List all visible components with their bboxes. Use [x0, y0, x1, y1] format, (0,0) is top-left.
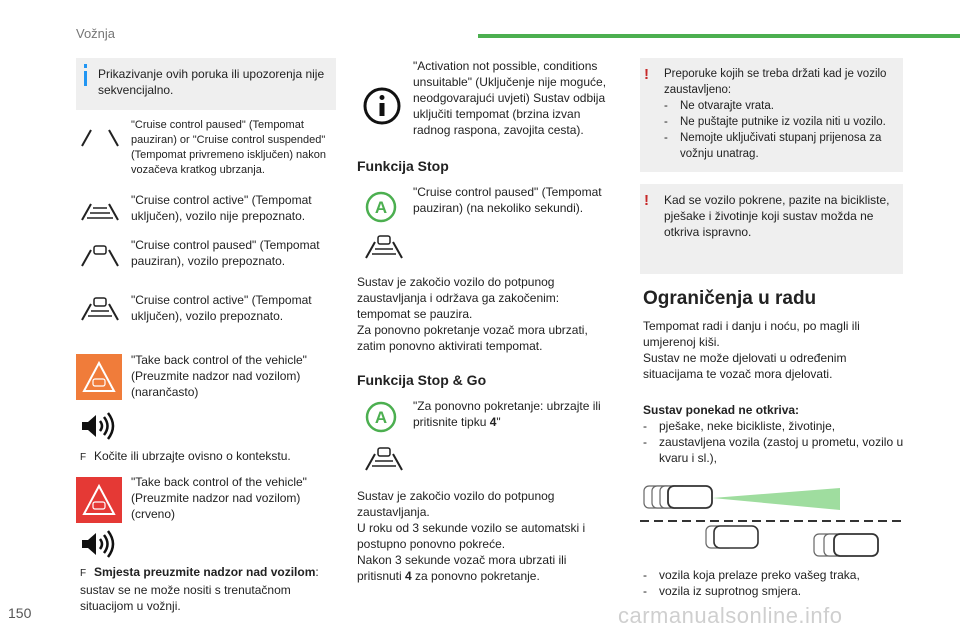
road-vehicle-stop-icon — [362, 234, 406, 260]
key-4: 4 — [489, 415, 497, 429]
vehicles-detection-illustration — [640, 480, 904, 562]
green-a-icon — [364, 190, 398, 224]
speaker-icon — [80, 412, 116, 440]
not-detected-item: - zaustavljena vozila (zastoj u prometu, vozilo u kvaru i sl.), — [643, 434, 905, 466]
warning-intro: Preporuke kojih se treba držati kad je vozilo zaustavljeno: — [664, 68, 887, 96]
bullet-brake-accelerate — [80, 448, 340, 466]
warning-item: - Ne otvarajte vrata. — [664, 98, 900, 114]
info-note — [76, 58, 336, 110]
road-lanes-active-icon — [78, 200, 122, 222]
bullet-text: Kočite ili ubrzajte ovisno o kontekstu. — [94, 449, 291, 463]
bullet-marker: F — [80, 452, 87, 463]
section-header: Vožnja — [76, 26, 116, 41]
bullet-marker: F — [80, 568, 87, 579]
take-control-red-icon — [76, 477, 122, 523]
info-circle-icon — [362, 86, 402, 126]
stop-description: Sustav je zakočio vozilo do potpunog zaustavljanja i održava ga zakočenim: tempomat se pauzira. Za ponovno pokretanje vozač mora ubrzati, zatim ponovno aktivirati tempomat. — [357, 275, 588, 353]
message-cruise-active-no-vehicle: "Cruise control active" (Tempomat uključen), vozilo nije prepoznato. — [131, 193, 312, 223]
limitations-text: Tempomat radi i danju i noću, po magli ili umjerenoj kiši. Sustav ne može djelovati u određenim situacijama te vozač mora djelovati. — [643, 319, 860, 381]
heading-limitations: Ograničenja u radu — [643, 288, 817, 309]
not-detected-item: - vozila iz suprotnog smjera. — [643, 583, 905, 599]
more-not-detected-list — [643, 567, 905, 599]
stopgo-text-end: za ponovno pokretanje. — [411, 569, 540, 583]
road-vehicle-active-icon — [78, 296, 122, 322]
stopgo-description — [357, 488, 602, 584]
message-cruise-paused-vehicle: "Cruise control paused" (Tempomat pauziran), vozilo prepoznato. — [131, 238, 320, 268]
green-a-letter: A — [374, 408, 388, 427]
bullet-text: : sustav se ne može nositi s trenutačnom situacijom u vožnji. — [80, 565, 319, 613]
info-note-text: Prikazivanje ovih poruka ili upozorenja nije sekvencijalno. — [98, 67, 325, 97]
warning-item: - Nemojte uključivati stupanj prijenosa za vožnju unatrag. — [664, 130, 900, 162]
bullet-bold-text: Smjesta preuzmite nadzor nad vozilom — [94, 565, 316, 579]
green-a-letter: A — [374, 198, 388, 217]
message-stop-paused: "Cruise control paused" (Tempomat pauziran) (na nekoliko sekundi). — [413, 185, 602, 215]
key-4: 4 — [405, 569, 412, 583]
warning-icon: ! — [644, 66, 649, 83]
section-accent-bar — [478, 34, 960, 38]
stopgo-msg-end: " — [496, 415, 501, 429]
heading-stop-go: Funkcija Stop & Go — [357, 372, 487, 388]
message-activation-not-possible: "Activation not possible, conditions unsuitable" (Uključenje nije moguće, neodgovarajući uvjeti) Sustav odbija uključiti tempomat (brzina izvan radnog raspona, zavojita cesta). — [413, 59, 607, 137]
not-detected-item: - pješake, neke bicikliste, životinje, — [643, 418, 905, 434]
not-detected-list — [643, 402, 905, 466]
stopgo-msg-part: "Za ponovno pokretanje: ubrzajte ili pritisnite tipku — [413, 399, 601, 429]
message-take-control-orange: "Take back control of the vehicle" (Preuzmite nadzor nad vozilom) (narančasto) — [131, 353, 307, 399]
heading-stop-function: Funkcija Stop — [357, 158, 449, 174]
message-stopgo-restart — [413, 398, 613, 430]
warning-icon: ! — [644, 192, 649, 209]
road-lanes-icon — [78, 126, 122, 148]
road-vehicle-stopgo-icon — [362, 446, 406, 472]
take-control-orange-icon — [76, 354, 122, 400]
warning-item: - Ne puštajte putnike iz vozila niti u vozilo. — [664, 114, 900, 130]
speaker-icon — [80, 530, 116, 558]
not-detected-title: Sustav ponekad ne otkriva: — [643, 403, 800, 417]
warning-stopped-vehicle — [640, 58, 903, 172]
page-number: 150 — [8, 605, 32, 621]
message-cruise-active-vehicle: "Cruise control active" (Tempomat uključen), vozilo prepoznato. — [131, 293, 312, 323]
stopgo-text-part: Sustav je zakočio vozilo do potpunog zaustavljanja. U roku od 3 sekunde vozilo se automatski i postupno ponovno pokreće. Nakon 3 sekunde vozač mora ubrzati ili pritisnuti — [357, 489, 586, 583]
road-vehicle-icon — [78, 244, 122, 268]
warning-cyclists-text: Kad se vozilo pokrene, pazite na bicikliste, pješake i životinje koji sustav možda ne otkriva ispravno. — [664, 193, 890, 239]
green-a-icon — [364, 400, 398, 434]
watermark: carmanualsonline.info — [618, 603, 843, 628]
info-icon — [84, 64, 87, 86]
warning-cyclists — [640, 184, 903, 274]
not-detected-item: - vozila koja prelaze preko vašeg traka, — [643, 567, 905, 583]
message-take-control-red: "Take back control of the vehicle" (Preuzmite nadzor nad vozilom) (crveno) — [131, 475, 307, 521]
bullet-take-control-now — [80, 564, 340, 614]
message-cruise-paused-suspended: "Cruise control paused" (Tempomat pauziran) or "Cruise control suspended" (Tempomat privremeno isključen) nakon vozačeva kratkog ubrzanja. — [131, 119, 327, 176]
